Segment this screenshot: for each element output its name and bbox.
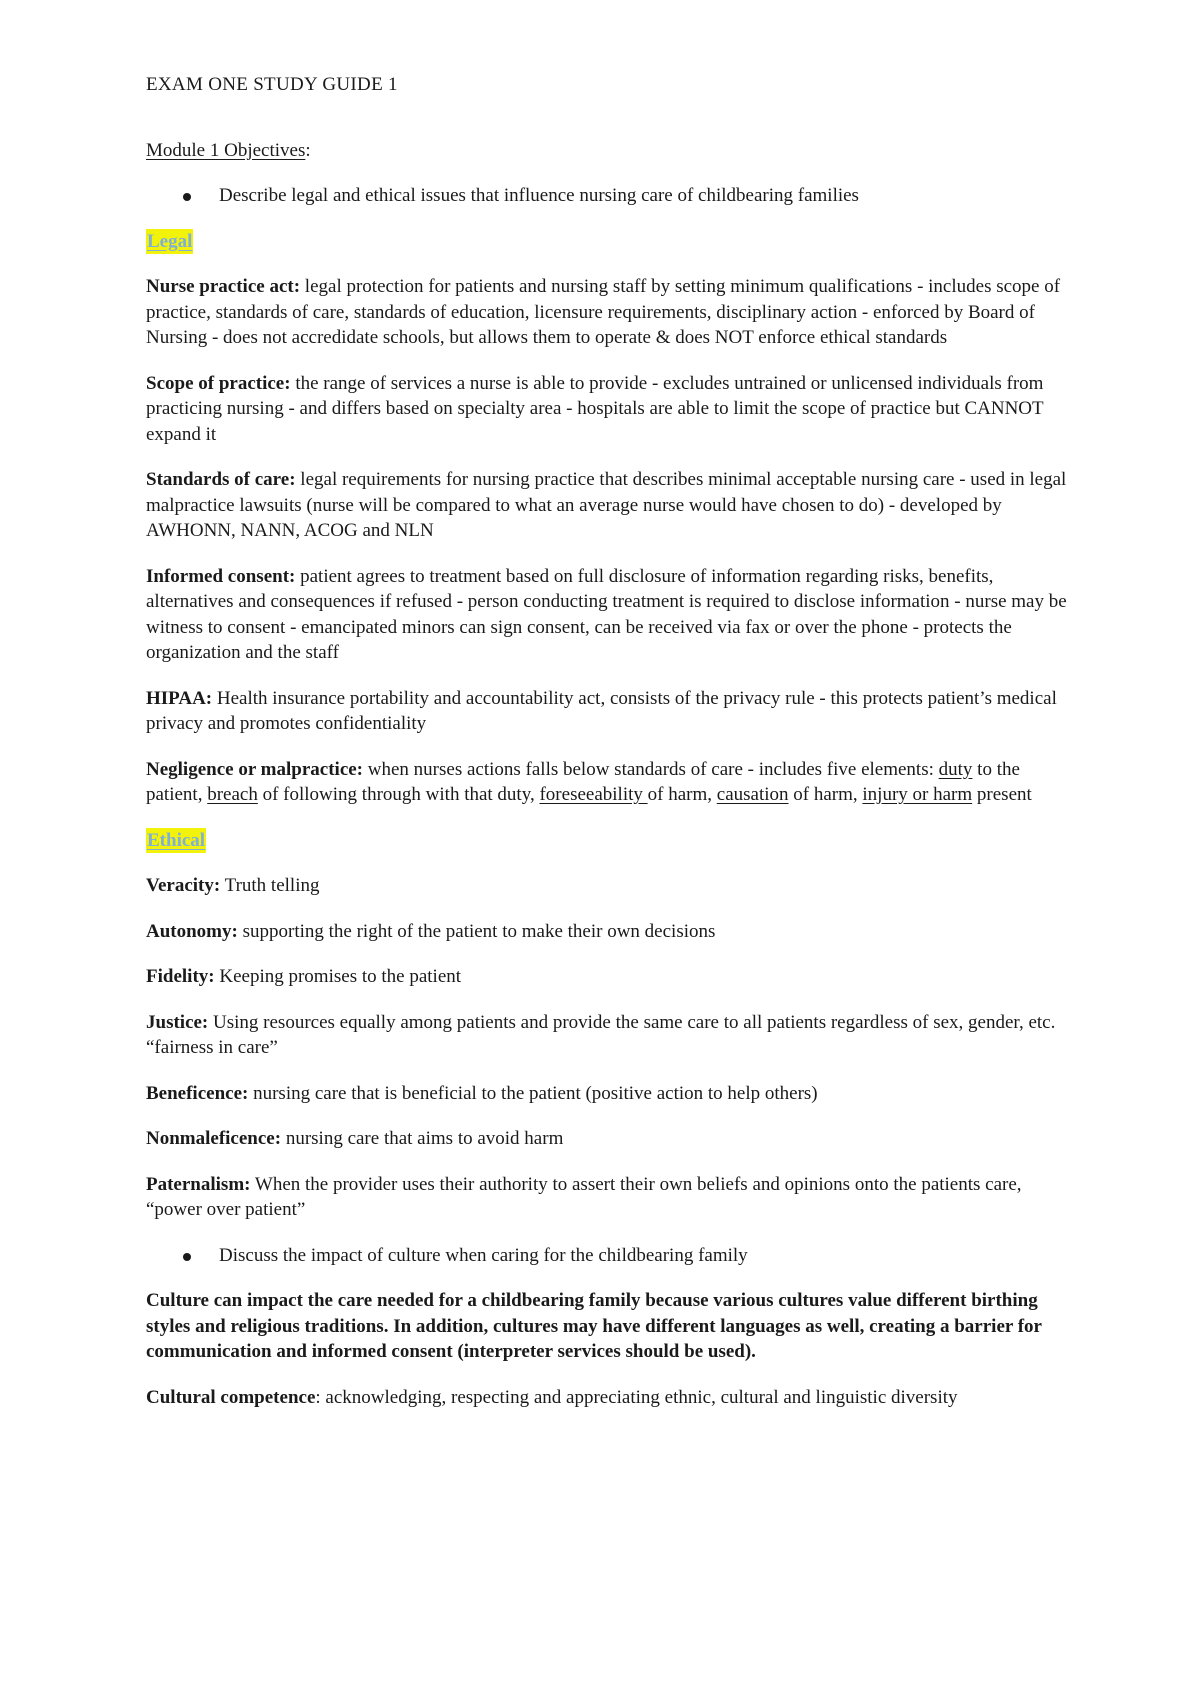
definition-autonomy [146,919,1080,945]
definition-nonmaleficence [146,1126,1080,1152]
definition-term: Justice: [146,1011,209,1033]
definition-text: when nurses actions falls below standards of care - includes five elements: [363,758,939,780]
legal-heading-row [146,229,1080,255]
definition-text: Keeping promises to the patient [214,966,462,987]
objective-bullet-1 [146,183,1080,209]
definition-text: to the patient, [146,758,1020,805]
module-title [146,138,1080,164]
objective-text-2: Discuss the impact of culture when caring for the childbearing family [219,1244,748,1266]
ethical-heading-row [146,828,1080,854]
definition-text: the range of services a nurse is able to provide - excludes untrained or unlicensed individuals from practicing nursing - and differs based on specialty area - hospitals are able to limit the scope of practice but CANNOT expand it [146,372,1044,445]
definition-text: of harm, [788,784,863,805]
definition-text: Health insurance portability and accountability act, consists of the privacy rule - this protects patient’s medical privacy and promotes confidentiality [146,687,1057,734]
definition-text: When the provider uses their authority to assert their own beliefs and opinions onto the patients care, “power over patient” [146,1173,1022,1220]
definition-text: of harm, [647,784,717,805]
definition-veracity [146,873,1080,899]
bullet-icon [183,1253,191,1261]
definition-term: Nonmaleficence: [146,1128,282,1149]
definition-informed-consent [146,564,1080,666]
definition-text: Using resources equally among patients and provide the same care to all patients regardless of sex, gender, etc. “fairness in care” [146,1011,1056,1058]
definition-term: Beneficence: [146,1082,249,1104]
definition-term: Negligence or malpractice: [146,758,364,780]
definition-fidelity [146,964,1080,990]
objective-bullet-2 [146,1243,1080,1269]
legal-heading: Legal [146,229,193,255]
definition-term: Nurse practice act: [146,276,301,297]
definition-text: of following through with that duty, [257,784,540,805]
definition-text: supporting the right of the patient to make their own decisions [237,920,716,942]
element-injury: injury or harm [862,784,973,805]
module-title-text: Module 1 Objectives [146,139,306,161]
definition-term: Veracity: [146,875,221,896]
element-duty: duty [938,758,973,780]
definition-text: Truth telling [220,875,320,896]
definition-hipaa [146,686,1080,737]
definition-text: nursing care that aims to avoid harm [281,1128,564,1149]
element-foreseeability: foreseeability [539,784,648,805]
definition-scope-of-practice [146,371,1080,448]
definition-term: Informed consent: [146,565,296,587]
definition-text: : acknowledging, respecting and appreciating ethnic, cultural and linguistic diversity [315,1386,958,1408]
definition-term: Standards of care: [146,469,296,490]
definition-text: patient agrees to treatment based on full disclosure of information regarding risks, benefits, alternatives and consequences if refused - person conducting treatment is required to disclose information - nurse may be witness to consent - emancipated minors can sign consent, can be received via fax or over the phone - protects the organization and the staff [146,565,1067,663]
definition-justice [146,1010,1080,1061]
ethical-heading: Ethical [146,828,206,854]
definition-text: legal protection for patients and nursing staff by setting minimum qualifications - includes scope of practice, standards of care, standards of education, licensure requirements, disciplinary action - enforced by Board of Nursing - does not accredidate schools, but allows them to operate & does NOT enforce ethical standards [146,276,1061,348]
definition-term: Autonomy: [146,920,238,942]
definition-nurse-practice-act [146,274,1080,351]
bullet-icon [183,193,191,201]
element-causation: causation [716,784,789,805]
definition-text: legal requirements for nursing practice that describes minimal acceptable nursing care - used in legal malpractice lawsuits (nurse will be compared to what an average nurse would have chosen to do) - developed by AWHONN, NANN, ACOG and NLN [146,469,1067,541]
module-title-colon: : [305,139,311,161]
definition-cultural-competence [146,1385,1080,1411]
definition-term: HIPAA: [146,687,213,709]
element-breach: breach [207,784,258,805]
culture-paragraph: Culture can impact the care needed for a childbearing family because various cultures value different birthing styles and religious traditions. In addition, cultures may have different languages as well, creating a barrier for communication and informed consent (interpreter services should be used). [146,1290,1042,1362]
definition-text: present [972,784,1032,805]
definition-term: Scope of practice: [146,372,291,394]
definition-text: nursing care that is beneficial to the patient (positive action to help others) [248,1082,818,1104]
objective-text-1: Describe legal and ethical issues that influence nursing care of childbearing families [219,185,859,206]
definition-term: Fidelity: [146,966,215,987]
definition-term: Paternalism: [146,1173,251,1195]
page-header: EXAM ONE STUDY GUIDE 1 [146,74,398,95]
definition-paternalism [146,1172,1080,1223]
definition-standards-of-care [146,467,1080,544]
definition-negligence [146,757,1080,808]
definition-term: Cultural competence [146,1386,316,1408]
definition-beneficence [146,1081,1080,1107]
